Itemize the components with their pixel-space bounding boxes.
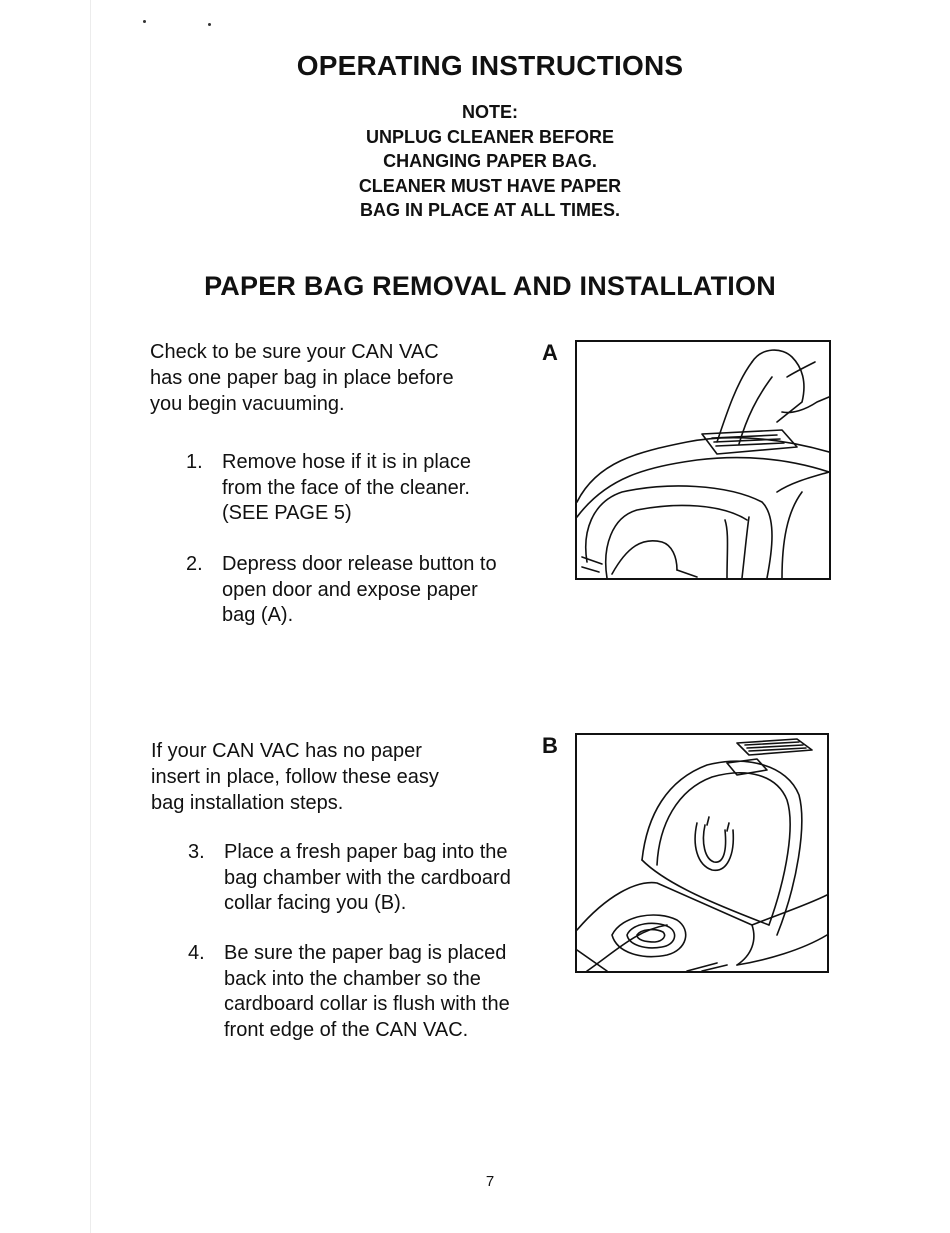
step-line: Remove hose if it is in place <box>222 451 472 473</box>
step-number: 2. <box>186 553 203 575</box>
intro-line: bag installation steps. <box>151 792 344 814</box>
intro-line: has one paper bag in place before <box>150 367 454 389</box>
vacuum-door-release-illustration <box>577 342 829 578</box>
step-line: from the face of the cleaner. <box>222 476 470 499</box>
note-line: UNPLUG CLEANER BEFORE <box>365 126 614 147</box>
step-line: front edge of the CAN VAC. <box>224 1018 469 1041</box>
figure-a <box>575 340 831 580</box>
note-line: NOTE: <box>462 102 518 122</box>
step-line: Depress door release button to <box>222 553 497 575</box>
step-number: 3. <box>188 841 205 863</box>
step-line: collar facing you (B). <box>224 892 407 914</box>
page-title: OPERATING INSTRUCTIONS <box>296 50 684 81</box>
intro-line: If your CAN VAC has no paper <box>151 740 422 762</box>
step-line: bag chamber with the cardboard <box>224 866 511 889</box>
intro-line: Check to be sure your CAN VAC <box>150 341 439 363</box>
step-1 <box>186 450 546 530</box>
intro-line: you begin vacuuming. <box>150 393 345 415</box>
intro-line: insert in place, follow these easy <box>151 766 439 788</box>
step-4 <box>188 941 548 1051</box>
intro-paragraph <box>150 339 454 417</box>
step-number: 1. <box>186 451 203 473</box>
step-3 <box>188 840 548 920</box>
step-line: (SEE PAGE 5) <box>222 502 352 524</box>
figure-a-label: A <box>542 340 558 365</box>
note-line: CHANGING PAPER BAG. <box>383 151 597 171</box>
scan-speck <box>143 20 146 23</box>
figure-b <box>575 733 829 973</box>
step-2 <box>186 552 546 632</box>
step-line: cardboard collar is flush with the <box>224 993 510 1015</box>
step-number: 4. <box>188 942 205 964</box>
note-line: CLEANER MUST HAVE PAPER <box>358 175 622 196</box>
figure-b-label: B <box>542 733 558 758</box>
page-number: 7 <box>485 1173 495 1190</box>
scan-speck <box>208 23 211 26</box>
step-line: open door and expose paper <box>222 578 478 601</box>
step-line: Be sure the paper bag is placed <box>224 942 507 964</box>
section-title: PAPER BAG REMOVAL AND INSTALLATION <box>204 271 776 301</box>
step-line: back into the chamber so the <box>224 967 481 990</box>
step-line: bag (A). <box>222 604 294 626</box>
note-line: BAG IN PLACE AT ALL TIMES. <box>360 200 620 220</box>
note-block <box>0 100 950 223</box>
step-line: Place a fresh paper bag into the <box>224 841 508 863</box>
paper-bag-installation-illustration <box>577 735 827 971</box>
intro-paragraph-2 <box>151 738 439 816</box>
